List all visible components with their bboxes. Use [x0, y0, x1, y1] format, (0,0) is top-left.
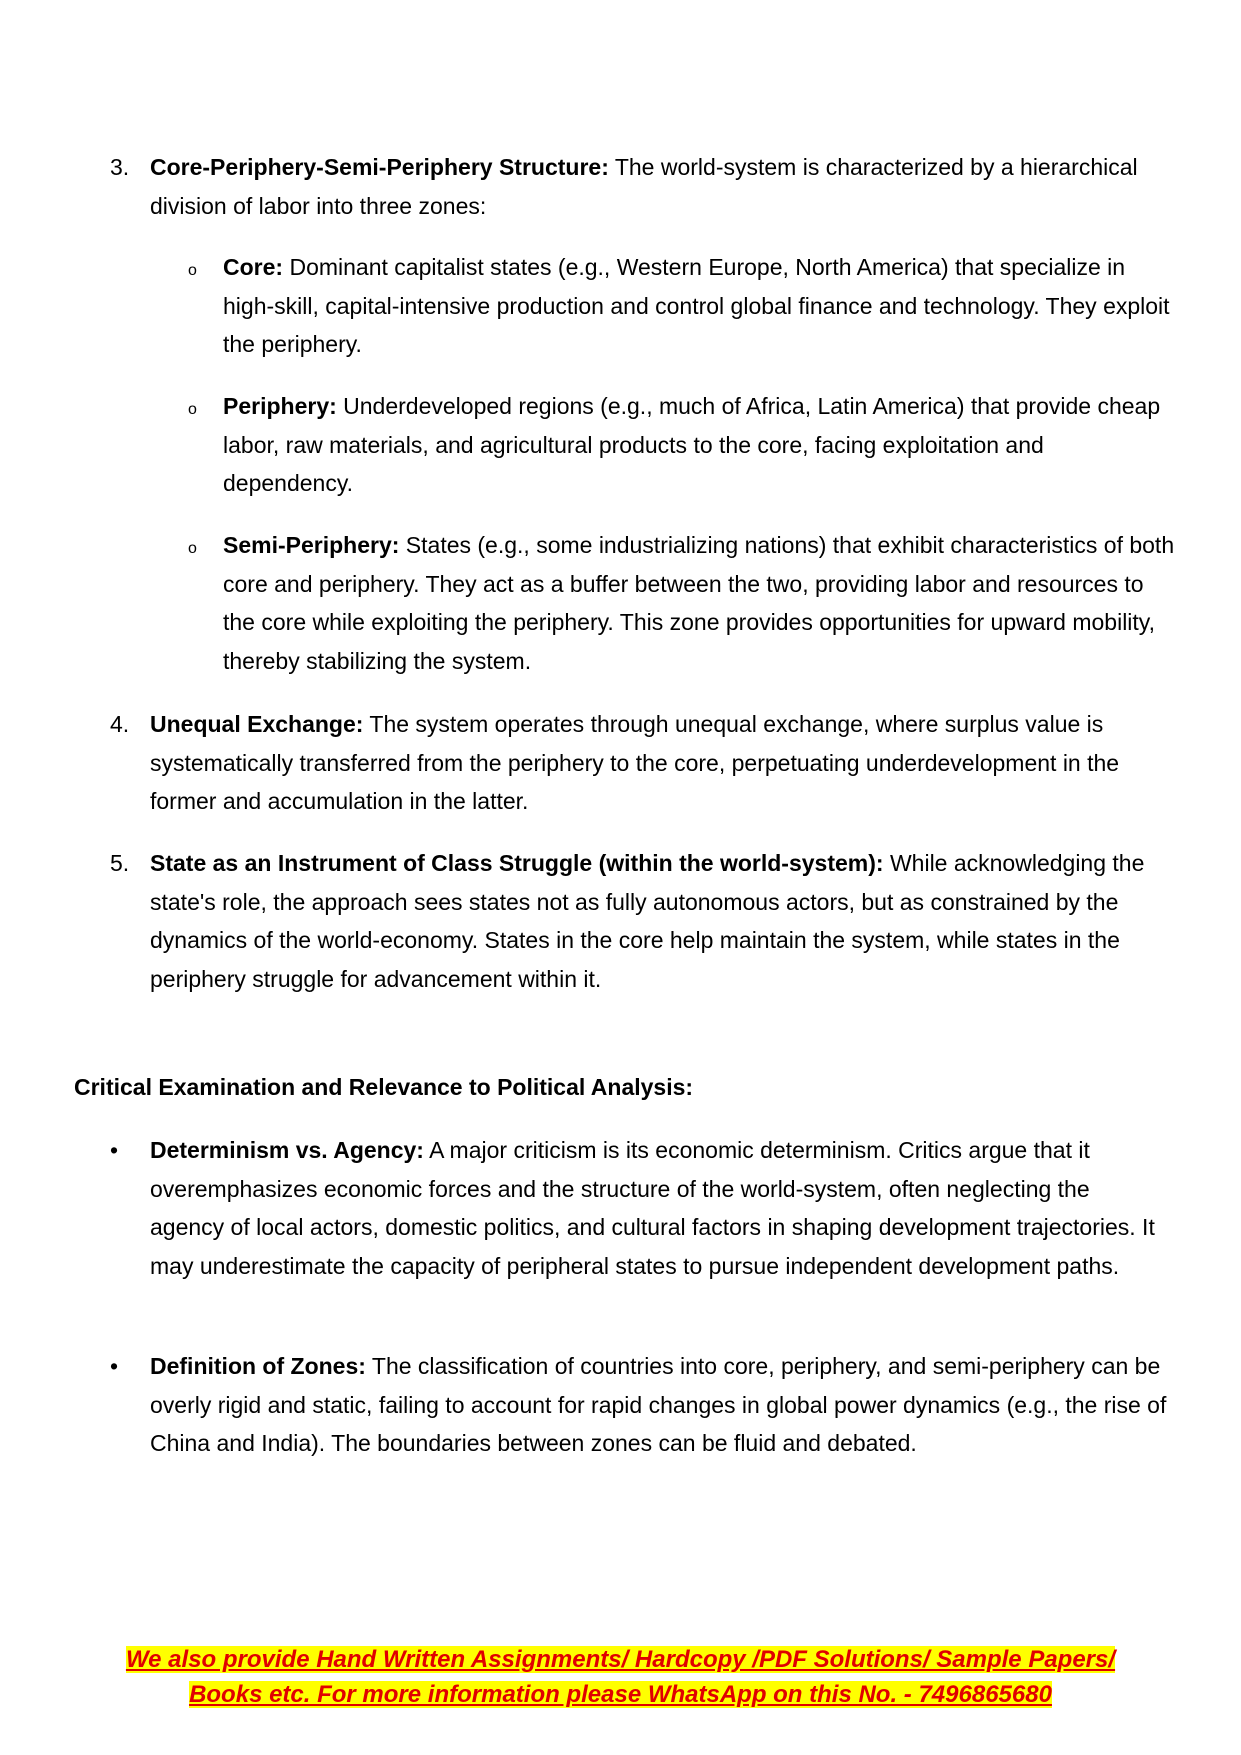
list-item-body: [150, 148, 1170, 225]
bullet-item-zones: [110, 1347, 1170, 1463]
list-item-4: [110, 705, 1170, 821]
list-item-text: The world-system is characterized by a hierarchical division of labor into three zones:: [150, 154, 1138, 219]
footer-promo: [60, 1642, 1181, 1712]
sub-item-body: [223, 526, 1178, 680]
circle-bullet-icon: o: [188, 401, 197, 418]
bullet-item-term: Definition of Zones:: [150, 1353, 366, 1379]
sub-item-text: Dominant capitalist states (e.g., Western Europe, North America) that specialize in high-skill, capital-intensive production and control global finance and technology. They exploit the periphery.: [223, 254, 1170, 357]
list-item-term: State as an Instrument of Class Struggle (within the world-system):: [150, 850, 884, 876]
sub-item-term: Semi-Periphery:: [223, 532, 400, 558]
list-item-body: [150, 844, 1170, 998]
footer-line-1: We also provide Hand Written Assignments/ Hardcopy /PDF Solutions/ Sample Papers/: [125, 1646, 1116, 1673]
bullet-item-body: [150, 1131, 1170, 1285]
sub-item-text: States (e.g., some industrializing nations) that exhibit characteristics of both core and periphery. They act as a buffer between the two, providing labor and resources to the core while exploiting the periphery. This zone provides opportunities for upward mobility, thereby stabilizing the system.: [223, 532, 1175, 674]
bullet-dot-icon: •: [110, 1353, 119, 1379]
list-item-5: [110, 844, 1170, 998]
bullet-dot-icon: •: [110, 1137, 119, 1163]
list-item-text: The system operates through unequal exchange, where surplus value is systematically transferred from the periphery to the core, perpetuating underdevelopment in the former and accumulation in the latter.: [150, 711, 1120, 814]
sub-item-body: [223, 387, 1178, 503]
bullet-item-body: [150, 1347, 1170, 1463]
sub-item-text: Underdeveloped regions (e.g., much of Africa, Latin America) that provide cheap labor, raw materials, and agricultural products to the core, facing exploitation and dependency.: [223, 393, 1161, 496]
sub-item-body: [223, 248, 1178, 364]
sub-item-semi-periphery: [188, 526, 1178, 680]
list-number: 4.: [110, 711, 130, 737]
list-item-term: Unequal Exchange:: [150, 711, 364, 737]
list-number: 5.: [110, 850, 130, 876]
sub-item-core: [188, 248, 1178, 364]
bullet-item-determinism: [110, 1131, 1170, 1285]
list-number: 3.: [110, 154, 130, 180]
sub-item-periphery: [188, 387, 1178, 503]
circle-bullet-icon: o: [188, 262, 197, 279]
list-item-body: [150, 705, 1170, 821]
sub-item-term: Periphery:: [223, 393, 337, 419]
list-item-3: [110, 148, 1170, 225]
list-item-text: While acknowledging the state's role, the approach sees states not as fully autonomous actors, but as constrained by the dynamics of the world-economy. States in the core help maintain the system, while states in the periphery struggle for advancement within it.: [150, 850, 1145, 992]
list-item-term: Core-Periphery-Semi-Periphery Structure:: [150, 154, 609, 180]
circle-bullet-icon: o: [188, 540, 197, 557]
bullet-item-text: A major criticism is its economic determinism. Critics argue that it overemphasizes economic forces and the structure of the world-system, often neglecting the agency of local actors, domestic politics, and cultural factors in shaping development trajectories. It may underestimate the capacity of peripheral states to pursue independent development paths.: [150, 1137, 1155, 1279]
sub-item-term: Core:: [223, 254, 284, 280]
bullet-item-text: The classification of countries into core, periphery, and semi-periphery can be overly rigid and static, failing to account for rapid changes in global power dynamics (e.g., the rise of China and India). The boundaries between zones can be fluid and debated.: [150, 1353, 1167, 1456]
bullet-item-term: Determinism vs. Agency:: [150, 1137, 424, 1163]
footer-line-2: Books etc. For more information please WhatsApp on this No. - 7496865680: [189, 1681, 1052, 1708]
section-heading: Critical Examination and Relevance to Political Analysis:: [74, 1074, 694, 1100]
